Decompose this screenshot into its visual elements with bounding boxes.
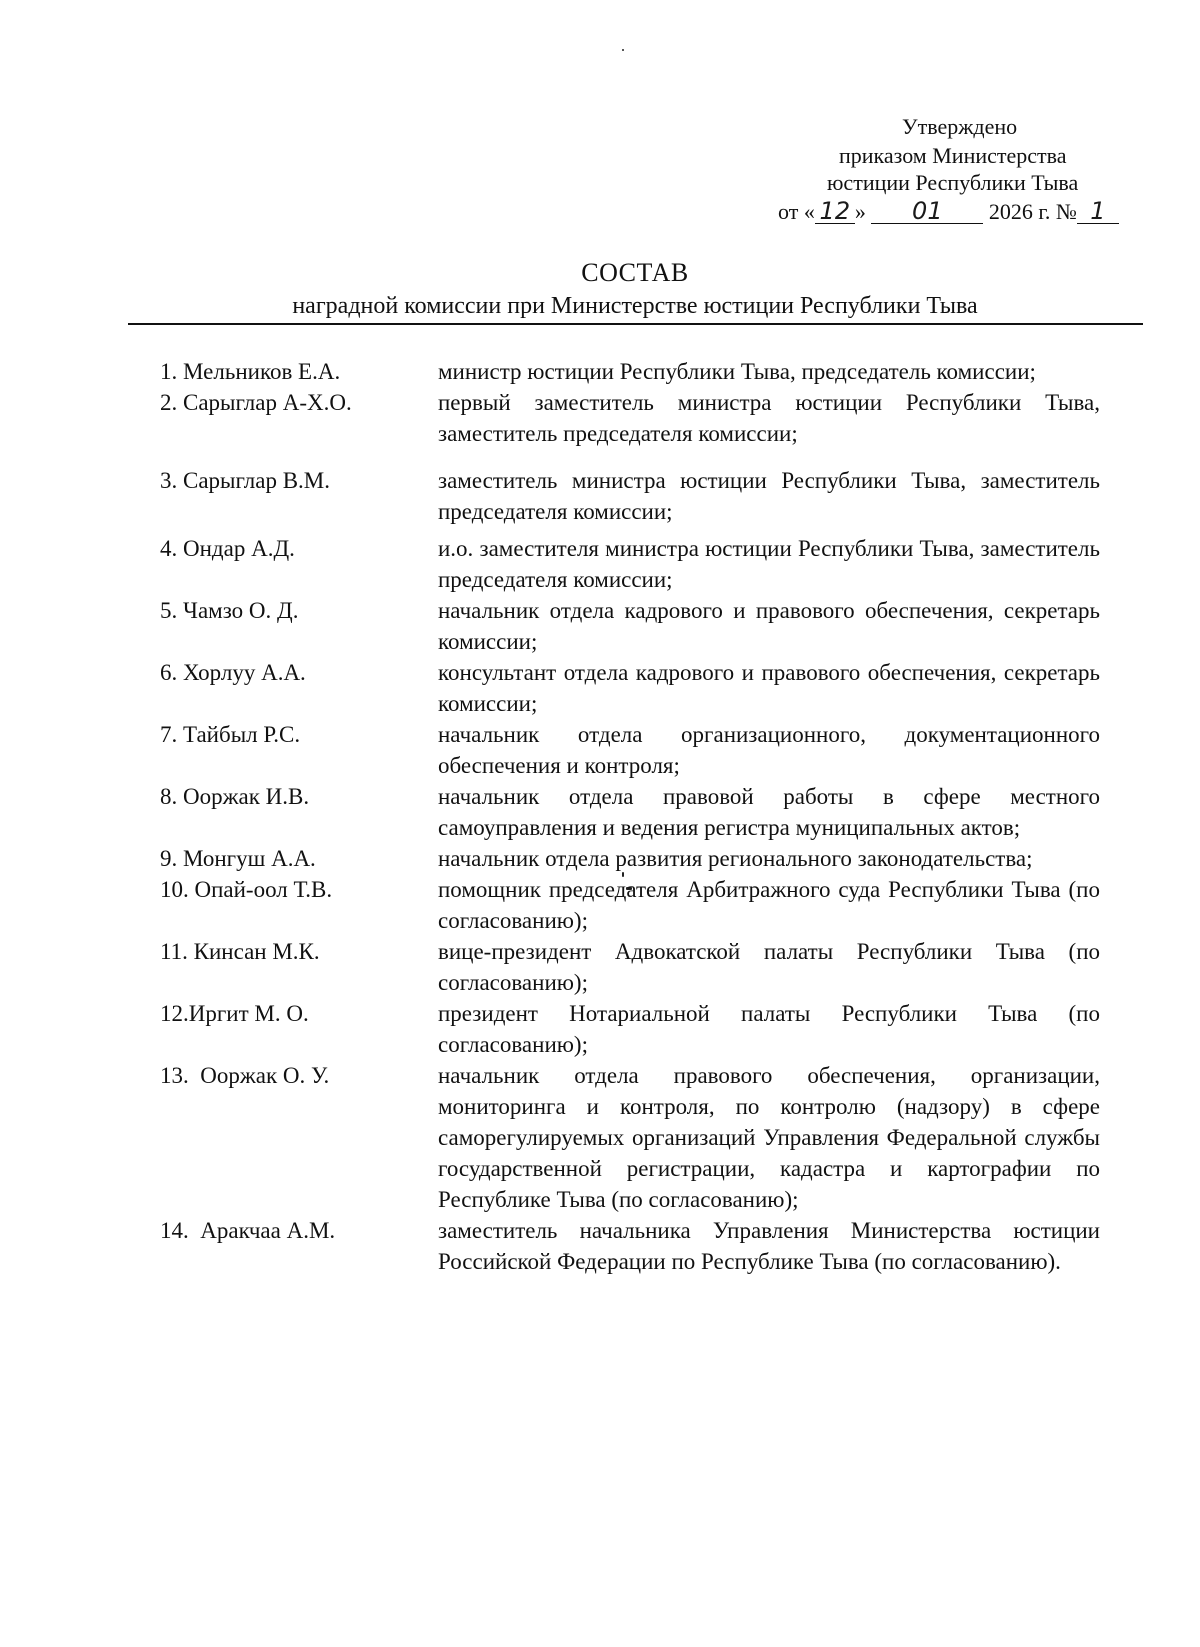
member-name: 4. Ондар А.Д. — [160, 536, 295, 561]
date-day-handwritten: 12 — [815, 199, 855, 224]
member-name: 13. Ооржак О. У. — [160, 1063, 330, 1088]
date-year: 2026 г. № — [988, 199, 1077, 224]
approval-line-3: юстиции Республики Тыва — [827, 170, 1079, 195]
member-role: и.о. заместителя министра юстиции Республики Тыва, заместитель председателя комиссии; — [438, 536, 1100, 592]
member-name: 7. Тайбыл Р.С. — [160, 722, 301, 747]
member-name: 10. Опай-оол Т.В. — [160, 877, 333, 902]
member-role: консультант отдела кадрового и правового обеспечения, секретарь комиссии; — [438, 660, 1100, 716]
title-divider — [128, 323, 1143, 325]
approval-line-2: приказом Министерства — [839, 143, 1067, 168]
member-role: помощник председателя Арбитражного суда Республики Тыва (по согласованию); — [438, 877, 1100, 933]
member-row — [160, 874, 1100, 936]
member-role: министр юстиции Республики Тыва, председатель комиссии; — [438, 359, 1036, 384]
member-role: начальник отдела кадрового и правового обеспечения, секретарь комиссии; — [438, 598, 1100, 654]
member-row — [160, 657, 1100, 719]
date-mid: » — [854, 199, 866, 224]
scan-speck — [622, 49, 624, 51]
member-name: 11. Кинсан М.К. — [160, 939, 320, 964]
member-row — [160, 356, 1100, 387]
date-month-handwritten: 01 — [871, 199, 983, 224]
approval-line-1: Утверждено — [902, 114, 1018, 139]
member-role: первый заместитель министра юстиции Республики Тыва, заместитель председателя комиссии; — [438, 390, 1100, 446]
member-role: заместитель начальника Управления Министерства юстиции Российской Федерации по Республике Тыва (по согласованию). — [438, 1218, 1100, 1274]
order-number-handwritten: 1 — [1077, 199, 1119, 224]
member-name: 12.Иргит М. О. — [160, 1001, 309, 1026]
member-row — [160, 936, 1100, 998]
member-name: 2. Сарыглар А-Х.О. — [160, 390, 352, 415]
member-row — [160, 1060, 1100, 1215]
member-row — [160, 533, 1100, 595]
member-role: начальник отдела развития регионального законодательства; — [438, 846, 1033, 871]
member-row — [160, 781, 1100, 843]
member-row — [160, 998, 1100, 1060]
member-name: 5. Чамзо О. Д. — [160, 598, 299, 623]
member-role: начальник отдела правового обеспечения, организации, мониторинга и контроля, по контролю (надзору) в сфере саморегулируемых организаций Управления Федеральной службы государственной регистрации, кадастра и картографии по Республике Тыва (по согласованию); — [438, 1063, 1100, 1212]
member-name: 3. Сарыглар В.М. — [160, 468, 330, 493]
member-name: 9. Монгуш А.А. — [160, 846, 316, 871]
document-subtitle: наградной комиссии при Министерстве юстиции Республики Тыва — [292, 293, 978, 319]
document-title: СОСТАВ — [581, 258, 689, 287]
member-role: заместитель министра юстиции Республики Тыва, заместитель председателя комиссии; — [438, 468, 1100, 524]
member-row — [160, 465, 1100, 527]
member-row — [160, 595, 1100, 657]
member-row — [160, 843, 1100, 874]
member-name: 14. Аракчаа А.М. — [160, 1218, 336, 1243]
member-role: президент Нотариальной палаты Республики Тыва (по согласованию); — [438, 1001, 1100, 1057]
members-list — [160, 356, 1100, 1277]
member-row — [160, 1215, 1100, 1277]
member-role: начальник отдела правовой работы в сфере местного самоуправления и ведения регистра муниципальных актов; — [438, 784, 1100, 840]
member-name: 8. Ооржак И.В. — [160, 784, 310, 809]
member-row — [160, 387, 1100, 449]
member-role: начальник отдела организационного, документационного обеспечения и контроля; — [438, 722, 1100, 778]
date-prefix: от « — [778, 199, 815, 224]
member-row — [160, 719, 1100, 781]
member-name: 1. Мельников Е.А. — [160, 359, 341, 384]
member-name: 6. Хорлуу А.А. — [160, 660, 306, 685]
member-role: вице-президент Адвокатской палаты Республики Тыва (по согласованию); — [438, 939, 1100, 995]
approval-date-line — [778, 197, 1119, 226]
